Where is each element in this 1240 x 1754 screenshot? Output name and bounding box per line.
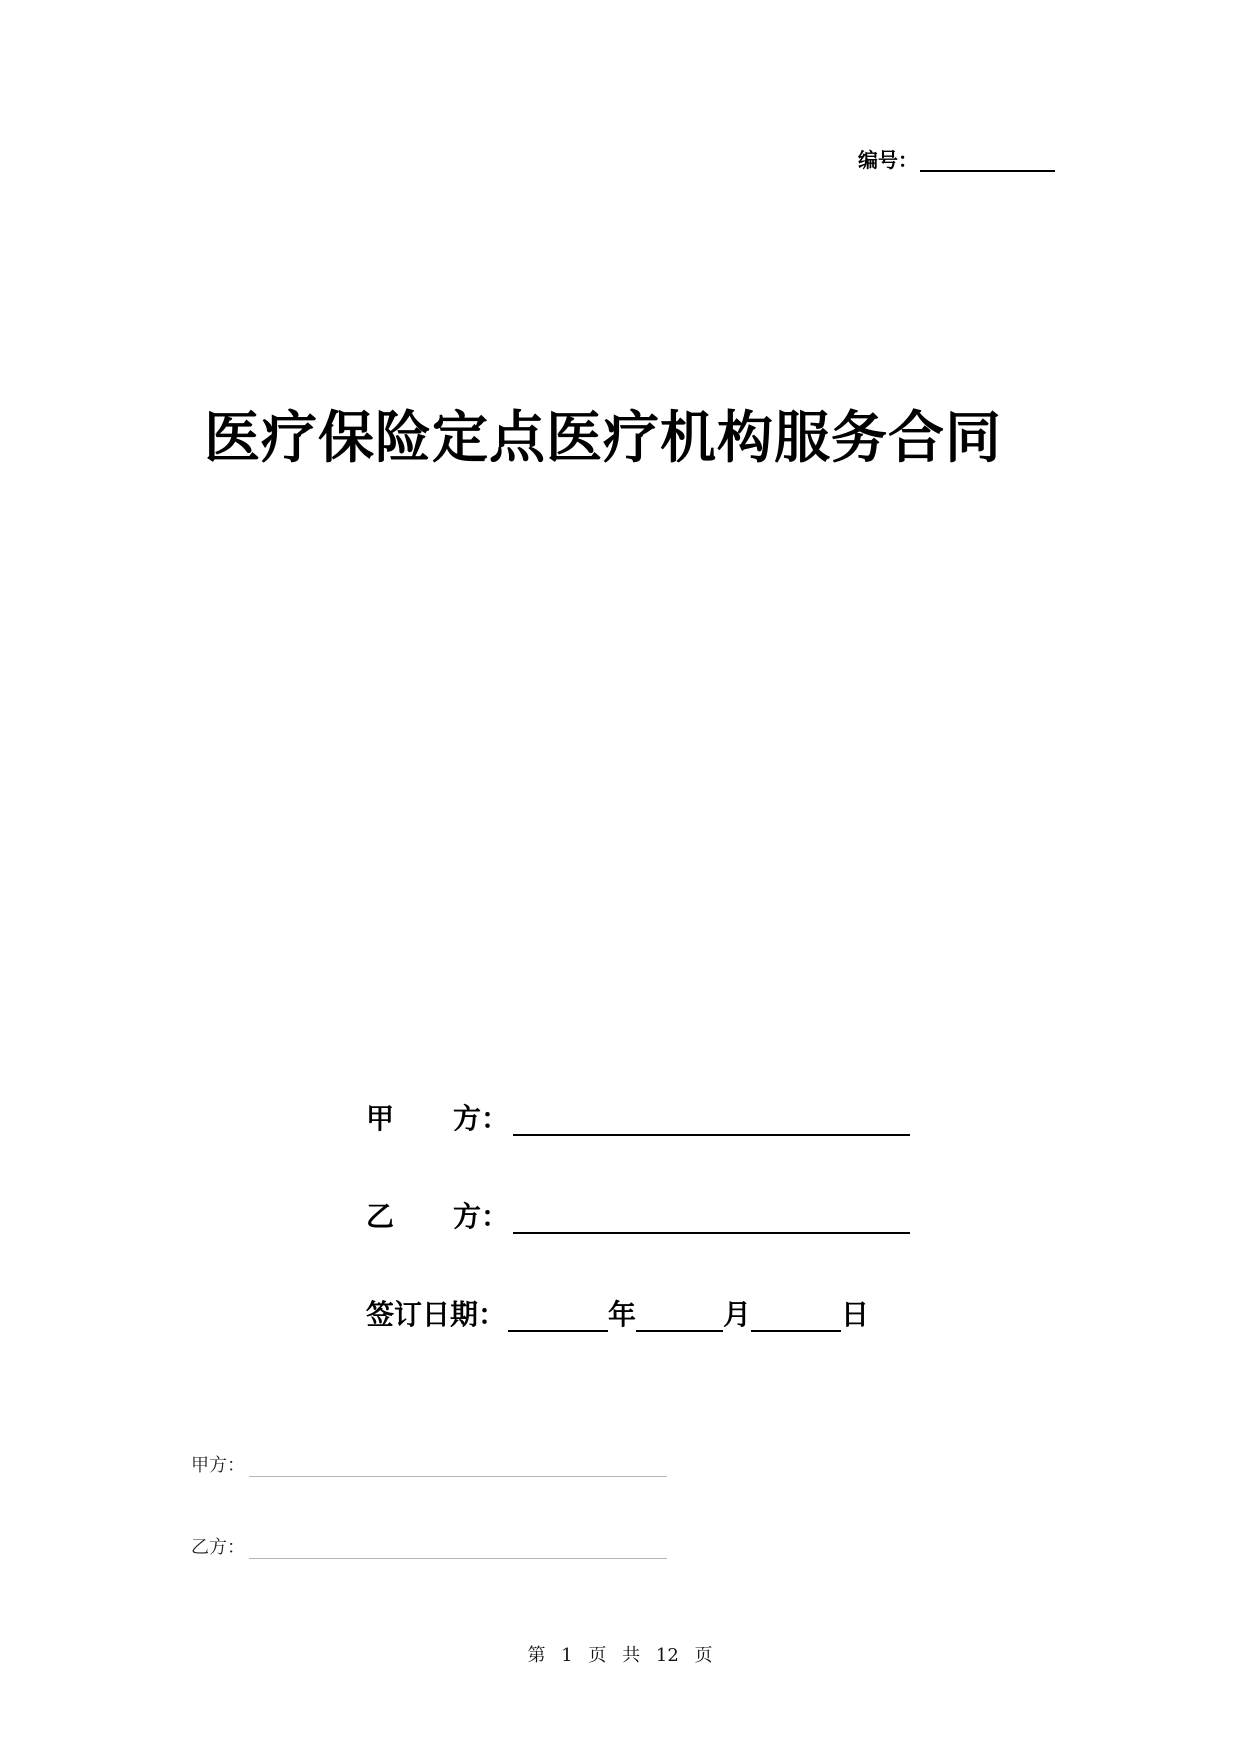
party-a-input[interactable] <box>513 1104 910 1136</box>
document-title: 医疗保险定点医疗机构服务合同 <box>204 406 1002 471</box>
signature-party-b-label: 乙方： <box>191 1537 245 1558</box>
party-a-colon: ： <box>481 1102 510 1135</box>
party-a-label: 甲 方 <box>366 1102 481 1135</box>
party-b-label: 乙 方 <box>366 1200 481 1233</box>
signature-party-a-label: 甲方： <box>191 1455 245 1476</box>
signature-party-b-line[interactable] <box>249 1540 667 1559</box>
signing-date-label: 签订日期： <box>366 1298 507 1331</box>
contract-number <box>858 148 1055 172</box>
year-input[interactable] <box>508 1300 608 1332</box>
party-b-input[interactable] <box>513 1202 910 1234</box>
month-input[interactable] <box>636 1300 723 1332</box>
signature-party-a-line[interactable] <box>249 1458 667 1477</box>
page-prefix: 第 <box>527 1645 546 1666</box>
contract-number-label: 编号： <box>858 148 918 172</box>
current-page-number: 1 <box>561 1645 573 1666</box>
total-prefix: 共 <box>622 1645 641 1666</box>
day-label: 日 <box>841 1298 870 1331</box>
month-label: 月 <box>723 1298 752 1331</box>
contract-number-field[interactable] <box>920 148 1055 172</box>
day-input[interactable] <box>751 1300 841 1332</box>
party-a-field <box>366 1102 910 1136</box>
year-label: 年 <box>608 1298 637 1331</box>
signing-date <box>366 1298 869 1332</box>
party-b-colon: ： <box>481 1200 510 1233</box>
page-indicator <box>0 1645 1240 1667</box>
party-b-field <box>366 1200 910 1234</box>
signature-party-a <box>191 1455 667 1477</box>
page-unit: 页 <box>588 1645 607 1666</box>
signature-party-b <box>191 1537 667 1559</box>
total-unit: 页 <box>694 1645 713 1666</box>
total-page-count: 12 <box>655 1645 679 1666</box>
